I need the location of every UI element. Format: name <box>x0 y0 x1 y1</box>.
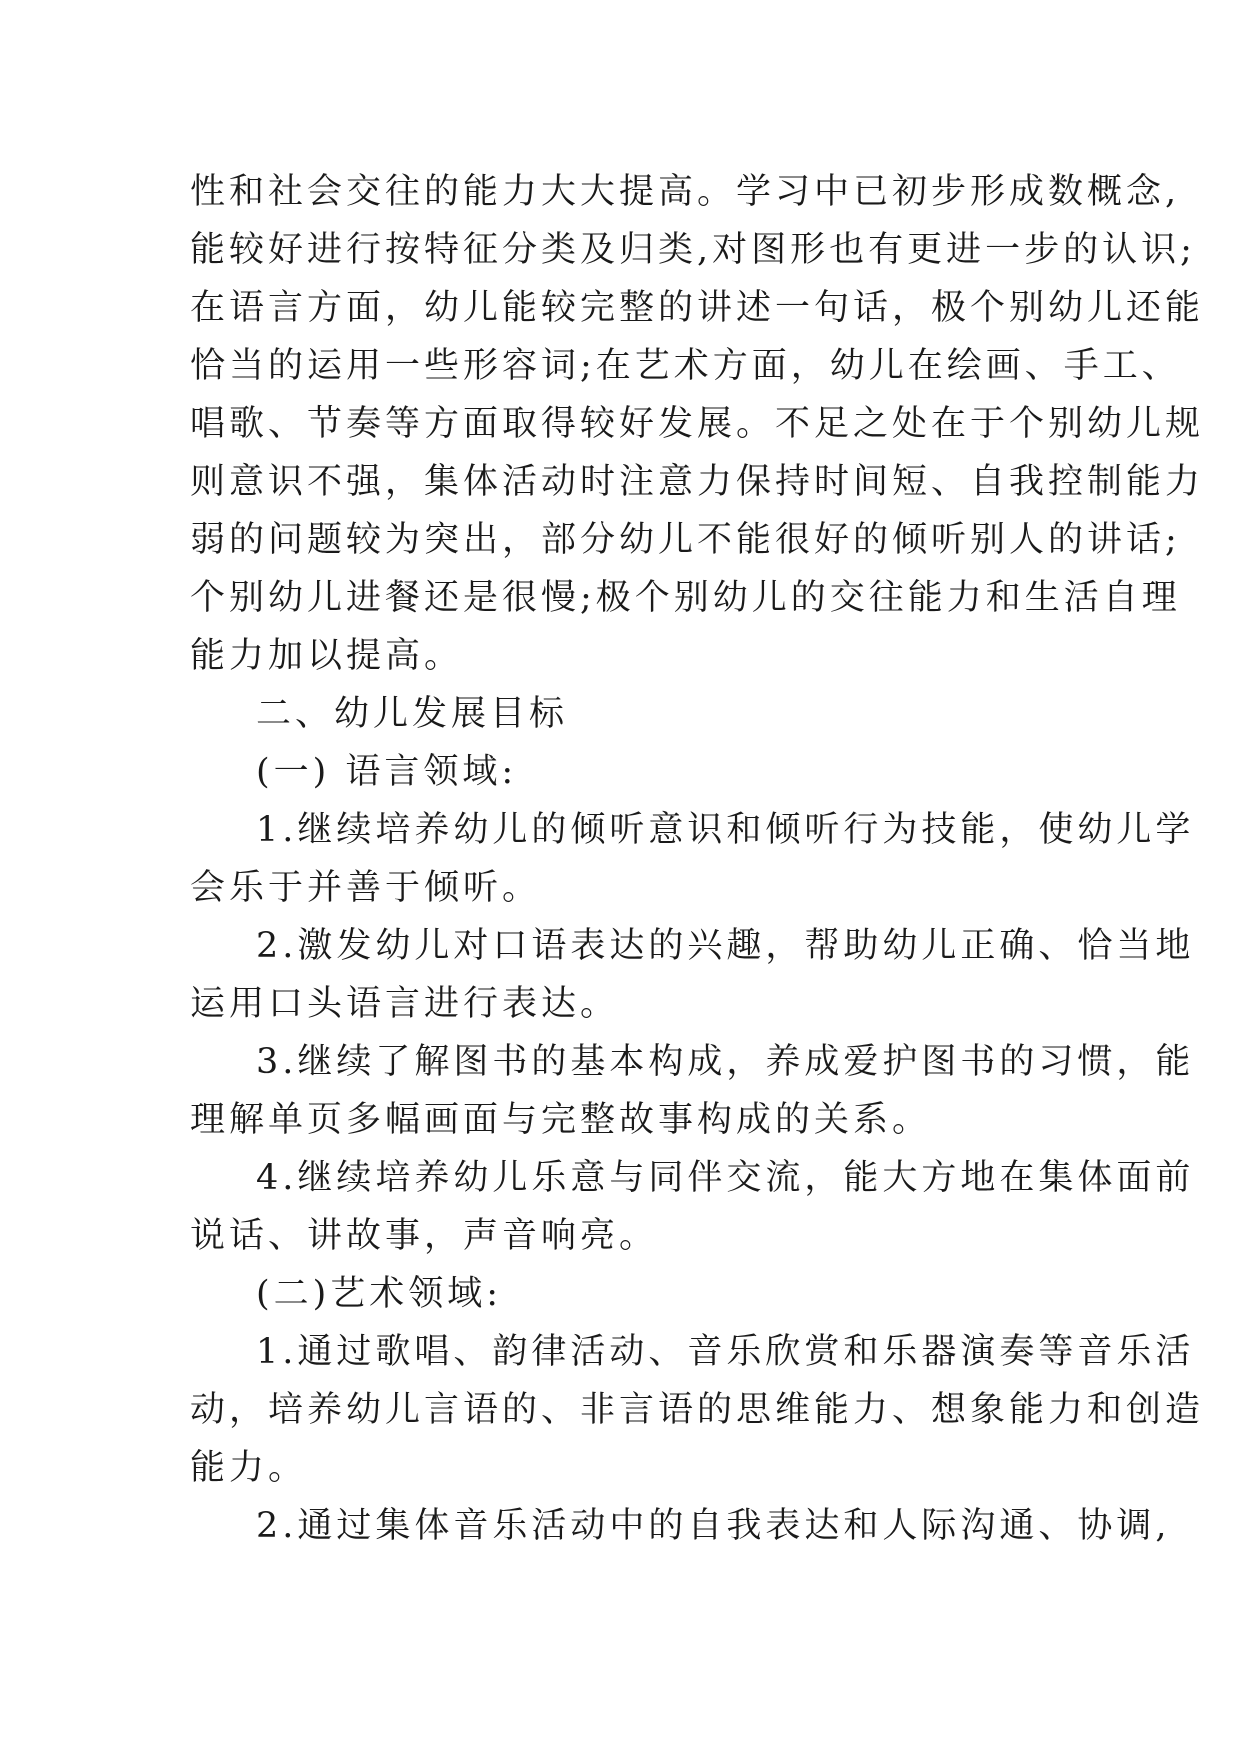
body-line: 性和社会交往的能力大大提高。学习中已初步形成数概念, <box>190 172 1181 212</box>
list-item-start: 2.激发幼儿对口语表达的兴趣，帮助幼儿正确、恰当地 <box>256 926 1195 966</box>
body-line: 能较好进行按特征分类及归类,对图形也有更进一步的认识; <box>190 230 1196 270</box>
body-line: 唱歌、节奏等方面取得较好发展。不足之处在于个别幼儿规 <box>190 404 1205 444</box>
subsection-heading: (一) 语言领域: <box>256 752 518 792</box>
list-item-continuation: 会乐于并善于倾听。 <box>190 868 542 908</box>
list-item-continuation: 运用口头语言进行表达。 <box>190 984 620 1024</box>
body-line: 个别幼儿进餐还是很慢;极个别幼儿的交往能力和生活自理 <box>190 578 1181 618</box>
body-line: 弱的问题较为突出，部分幼儿不能很好的倾听别人的讲话; <box>190 520 1181 560</box>
document-body <box>190 163 1205 1555</box>
body-line: 在语言方面，幼儿能较完整的讲述一句话，极个别幼儿还能 <box>190 288 1205 328</box>
list-item-start: 4.继续培养幼儿乐意与同伴交流，能大方地在集体面前 <box>256 1158 1195 1198</box>
list-item-start: 3.继续了解图书的基本构成，养成爱护图书的习惯，能 <box>256 1042 1195 1082</box>
subsection-heading: (二)艺术领域: <box>256 1274 503 1314</box>
body-line: 则意识不强，集体活动时注意力保持时间短、自我控制能力 <box>190 462 1205 502</box>
list-item-start: 1.继续培养幼儿的倾听意识和倾听行为技能，使幼儿学 <box>256 810 1195 850</box>
list-item-start: 1.通过歌唱、韵律活动、音乐欣赏和乐器演奏等音乐活 <box>256 1332 1195 1372</box>
section-heading: 二、幼儿发展目标 <box>256 694 569 734</box>
list-item-continuation: 说话、讲故事，声音响亮。 <box>190 1216 659 1256</box>
list-item-continuation: 能力。 <box>190 1448 308 1488</box>
list-item-start: 2.通过集体音乐活动中的自我表达和人际沟通、协调, <box>256 1506 1171 1546</box>
list-item-continuation: 理解单页多幅画面与完整故事构成的关系。 <box>190 1100 932 1140</box>
list-item-continuation: 动，培养幼儿言语的、非言语的思维能力、想象能力和创造 <box>190 1390 1205 1430</box>
body-line: 能力加以提高。 <box>190 636 464 676</box>
body-line: 恰当的运用一些形容词;在艺术方面，幼儿在绘画、手工、 <box>190 346 1181 386</box>
